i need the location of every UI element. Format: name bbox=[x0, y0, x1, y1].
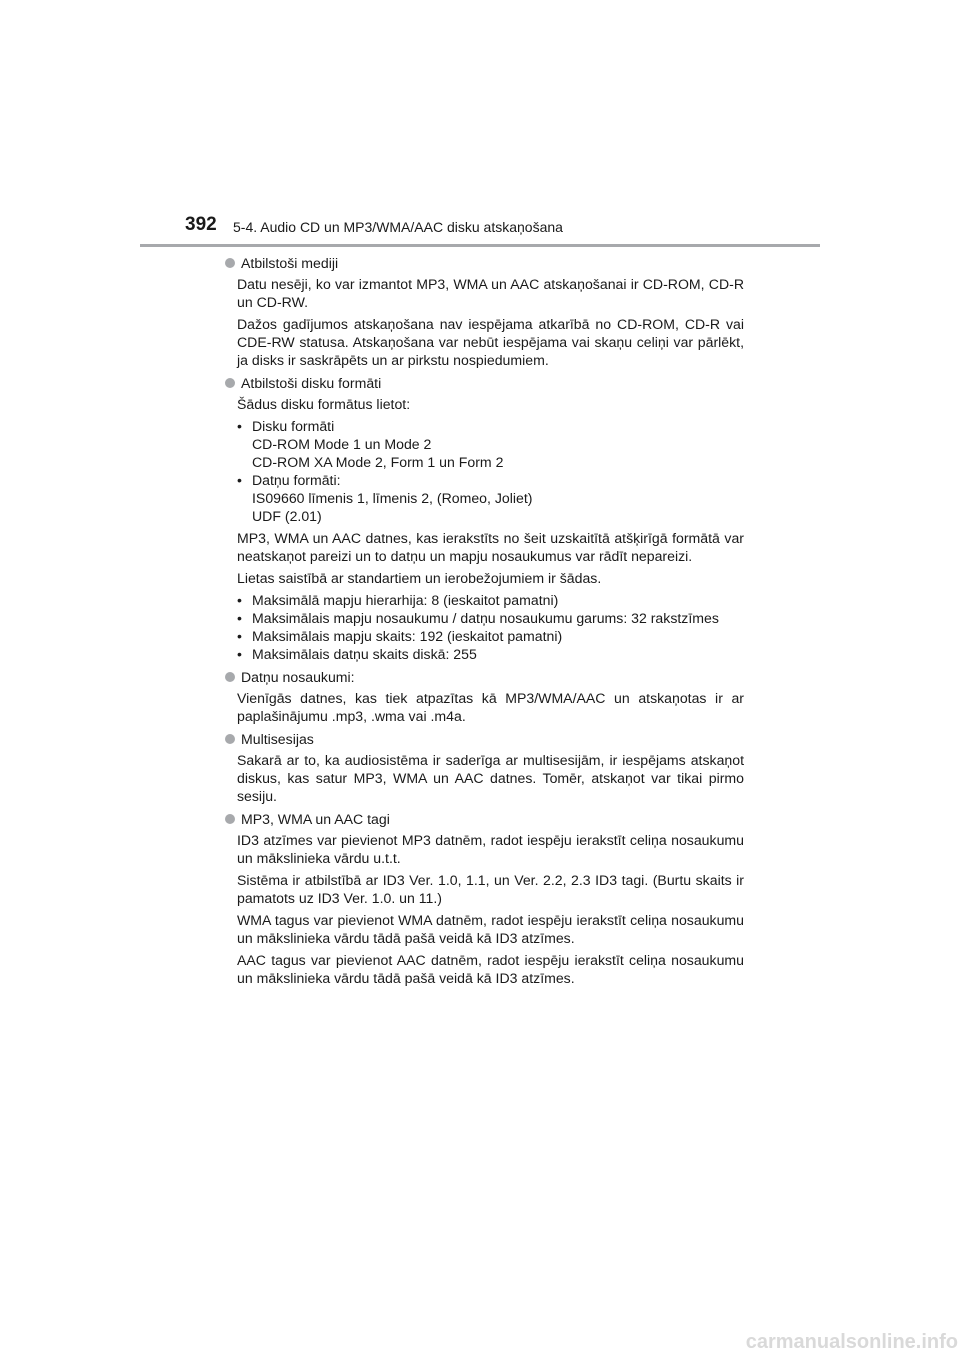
paragraph: MP3, WMA un AAC datnes, kas ierakstīts no šeit uzskaitītā atšķirīgā formātā var neatskaņot pareizi un to datņu un mapju nosaukumus var rādīt nepareizi. bbox=[237, 530, 744, 564]
section-title-text: MP3, WMA un AAC tagi bbox=[241, 811, 390, 827]
paragraph: Dažos gadījumos atskaņošana nav iespējama atkarībā no CD-ROM, CD-R vai CDE-RW statusa. Atskaņošana var nebūt iespējama vai skaņu celiņi var pārlēkt, ja disks ir saskrāpēts un ar pirkstu nospiedumiem. bbox=[237, 316, 744, 368]
list-item-text: Maksimālais mapju skaits: 192 (ieskaitot pamatni) bbox=[252, 628, 563, 644]
list-item-line: CD-ROM Mode 1 un Mode 2 bbox=[252, 436, 432, 452]
list-item-text: Maksimālais mapju nosaukumu / datņu nosaukumu garums: 32 rakstzīmes bbox=[252, 610, 719, 626]
paragraph: Sakarā ar to, ka audiosistēma ir saderīga ar multisesijām, ir iespējams atskaņot diskus, kas satur MP3, WMA un AAC datnes. Tomēr, atskaņot var tikai pirmo sesiju. bbox=[237, 752, 744, 804]
list-item-text: Maksimālais datņu skaits diskā: 255 bbox=[252, 646, 477, 662]
format-list bbox=[237, 417, 744, 525]
list-item-label: Datņu formāti: bbox=[252, 472, 341, 488]
paragraph: WMA tagus var pievienot WMA datnēm, radot iespēju ierakstīt celiņa nosaukumu un mākslinieka vārdu tādā pašā veidā kā ID3 atzīmes. bbox=[237, 912, 744, 946]
circle-bullet-icon bbox=[225, 258, 235, 268]
list-item-line: CD-ROM XA Mode 2, Form 1 un Form 2 bbox=[252, 454, 504, 470]
paragraph: Šādus disku formātus lietot: bbox=[237, 396, 411, 412]
bullet-icon: • bbox=[237, 472, 242, 488]
section-tags bbox=[222, 809, 744, 987]
list-item bbox=[237, 591, 744, 609]
circle-bullet-icon bbox=[225, 814, 235, 824]
header-rule bbox=[140, 244, 820, 247]
circle-bullet-icon bbox=[225, 378, 235, 388]
section-title-text: Datņu nosaukumi: bbox=[241, 669, 355, 685]
list-item bbox=[237, 609, 744, 627]
section-title bbox=[222, 729, 744, 749]
paragraph: Datu nesēji, ko var izmantot MP3, WMA un AAC atskaņošanai ir CD-ROM, CD-R un CD-RW. bbox=[237, 276, 744, 310]
list-item-line: IS09660 līmenis 1, līmenis 2, (Romeo, Joliet) bbox=[252, 490, 533, 506]
list-item-label: Disku formāti bbox=[252, 418, 335, 434]
circle-bullet-icon bbox=[225, 734, 235, 744]
section-title bbox=[222, 253, 744, 273]
watermark: carmanualsonline.info bbox=[745, 1331, 958, 1353]
section-title-text: Atbilstoši mediji bbox=[241, 255, 339, 271]
paragraph: Lietas saistībā ar standartiem un ierobežojumiem ir šādas. bbox=[237, 570, 602, 586]
list-item bbox=[237, 417, 744, 471]
section-multisession bbox=[222, 729, 744, 805]
section-compatible-formats bbox=[222, 373, 744, 663]
page-content bbox=[222, 253, 744, 991]
paragraph: Sistēma ir atbilstībā ar ID3 Ver. 1.0, 1.1, un Ver. 2.2, 2.3 ID3 tagi. (Burtu skaits ir pamatots uz ID3 Ver. 1.0. un 11.) bbox=[237, 872, 744, 906]
bullet-icon: • bbox=[237, 610, 242, 626]
section-title bbox=[222, 667, 744, 687]
paragraph: ID3 atzīmes var pievienot MP3 datnēm, radot iespēju ierakstīt celiņa nosaukumu un mākslinieka vārdu u.t.t. bbox=[237, 832, 744, 866]
section-file-names bbox=[222, 667, 744, 725]
bullet-icon: • bbox=[237, 646, 242, 662]
list-item bbox=[237, 627, 744, 645]
section-title bbox=[222, 809, 744, 829]
list-item bbox=[237, 645, 744, 663]
bullet-icon: • bbox=[237, 628, 242, 644]
bullet-icon: • bbox=[237, 592, 242, 608]
list-item-text: Maksimālā mapju hierarhija: 8 (ieskaitot pamatni) bbox=[252, 592, 559, 608]
list-item-line: UDF (2.01) bbox=[252, 508, 322, 524]
section-title-text: Multisesijas bbox=[241, 731, 314, 747]
paragraph: AAC tagus var pievienot AAC datnēm, radot iespēju ierakstīt celiņa nosaukumu un mākslinieka vārdu tādā pašā veidā kā ID3 atzīmes. bbox=[237, 952, 744, 986]
bullet-icon: • bbox=[237, 418, 242, 434]
limits-list bbox=[237, 591, 744, 663]
section-title bbox=[222, 373, 744, 393]
running-head: 5-4. Audio CD un MP3/WMA/AAC disku atskaņošana bbox=[233, 219, 563, 235]
section-compatible-media bbox=[222, 253, 744, 369]
paragraph: Vienīgās datnes, kas tiek atpazītas kā MP3/WMA/AAC un atskaņotas ir ar paplašinājumu .mp3, .wma vai .m4a. bbox=[237, 690, 744, 724]
circle-bullet-icon bbox=[225, 672, 235, 682]
section-title-text: Atbilstoši disku formāti bbox=[241, 375, 382, 391]
page-number: 392 bbox=[185, 214, 217, 235]
list-item bbox=[237, 471, 744, 525]
